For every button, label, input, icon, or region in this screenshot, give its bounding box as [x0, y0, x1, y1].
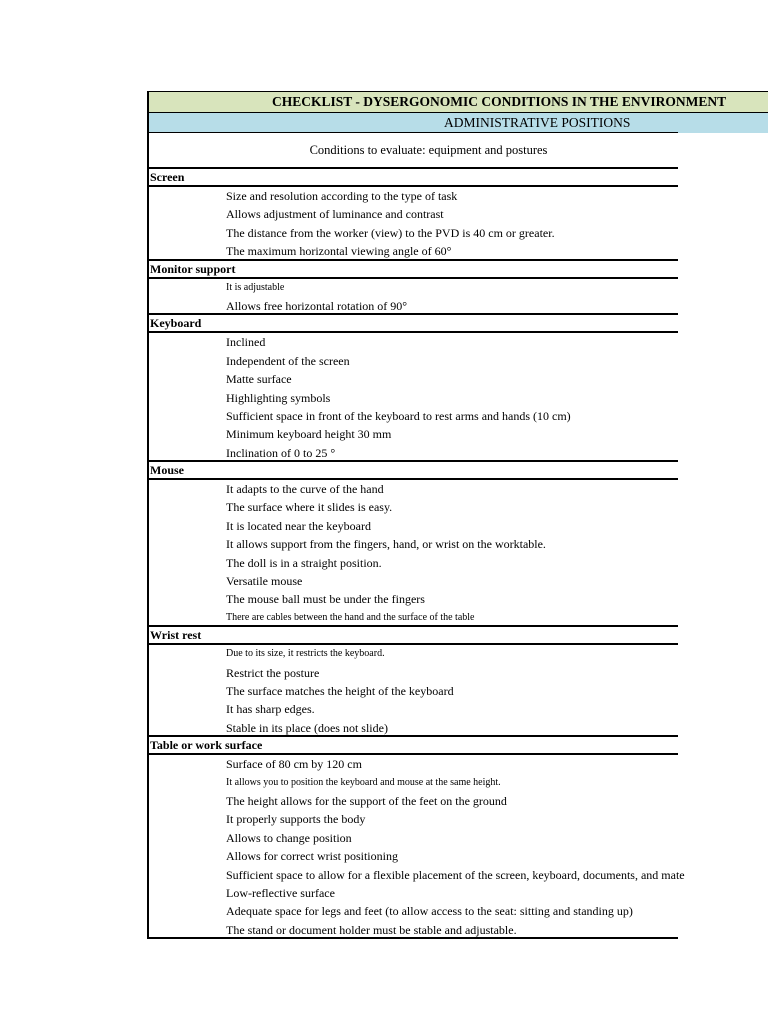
checklist-item: Highlighting symbols [226, 390, 331, 405]
checklist-item: The mouse ball must be under the fingers [226, 592, 425, 607]
checklist-item: Adequate space for legs and feet (to allow access to the seat: sitting and standing up) [226, 904, 633, 919]
section-header: Mouse [149, 462, 678, 480]
checklist-item: It is adjustable [226, 281, 285, 293]
checklist-item: The stand or document holder must be stable and adjustable. [149, 921, 678, 939]
checklist-subtitle: ADMINISTRATIVE POSITIONS [147, 113, 768, 133]
checklist-item: Versatile mouse [226, 574, 303, 589]
checklist-item: It is located near the keyboard [226, 518, 371, 533]
checklist-item: It properly supports the body [226, 812, 366, 827]
checklist-item: Allows adjustment of luminance and contrast [226, 207, 444, 222]
checklist-item: The distance from the worker (view) to the PVD is 40 cm or greater. [226, 225, 555, 240]
checklist-item: Stable in its place (does not slide) [149, 719, 678, 737]
checklist-item: It has sharp edges. [226, 702, 315, 717]
checklist-item: Matte surface [226, 372, 292, 387]
checklist-item: It allows support from the fingers, hand, or wrist on the worktable. [226, 537, 546, 552]
checklist-item: Restrict the posture [226, 665, 320, 680]
section-header: Wrist rest [149, 627, 678, 645]
checklist-body [147, 133, 685, 939]
checklist-title: CHECKLIST - DYSERGONOMIC CONDITIONS IN THE ENVIRONMENT [147, 91, 768, 113]
checklist-item: The maximum horizontal viewing angle of 60° [149, 242, 678, 260]
section-header: Table or work surface [149, 737, 678, 755]
section-header: Screen [149, 169, 678, 187]
checklist-item: The surface matches the height of the keyboard [226, 683, 454, 698]
checklist-item: It allows you to position the keyboard and mouse at the same height. [226, 776, 501, 788]
checklist-item: Low-reflective surface [226, 885, 335, 900]
checklist-item: Allows to change position [226, 830, 352, 845]
checklist-item: Inclination of 0 to 25 ° [149, 444, 678, 462]
checklist-item: The doll is in a straight position. [226, 555, 382, 570]
checklist-item: Independent of the screen [226, 353, 350, 368]
section-header: Keyboard [149, 315, 678, 333]
checklist-item: Allows for correct wrist positioning [226, 849, 398, 864]
checklist-item: Sufficient space to allow for a flexible placement of the screen, keyboard, documents, and mate [226, 867, 685, 882]
checklist-item: Surface of 80 cm by 120 cm [226, 757, 362, 772]
checklist-item: The surface where it slides is easy. [226, 500, 393, 515]
checklist-item: Minimum keyboard height 30 mm [226, 427, 392, 442]
conditions-header: Conditions to evaluate: equipment and postures [149, 133, 678, 169]
checklist-sheet [147, 91, 768, 939]
checklist-item: Due to its size, it restricts the keyboard. [226, 648, 385, 660]
checklist-item: Allows free horizontal rotation of 90° [149, 297, 678, 315]
checklist-item: It adapts to the curve of the hand [226, 482, 384, 497]
checklist-item: There are cables between the hand and the surface of the table [149, 609, 678, 627]
checklist-item: Size and resolution according to the type of task [226, 189, 458, 203]
section-header: Monitor support [149, 261, 678, 279]
checklist-item: Inclined [226, 335, 266, 350]
checklist-item: The height allows for the support of the feet on the ground [226, 793, 507, 808]
checklist-item: Sufficient space in front of the keyboard to rest arms and hands (10 cm) [226, 408, 571, 423]
